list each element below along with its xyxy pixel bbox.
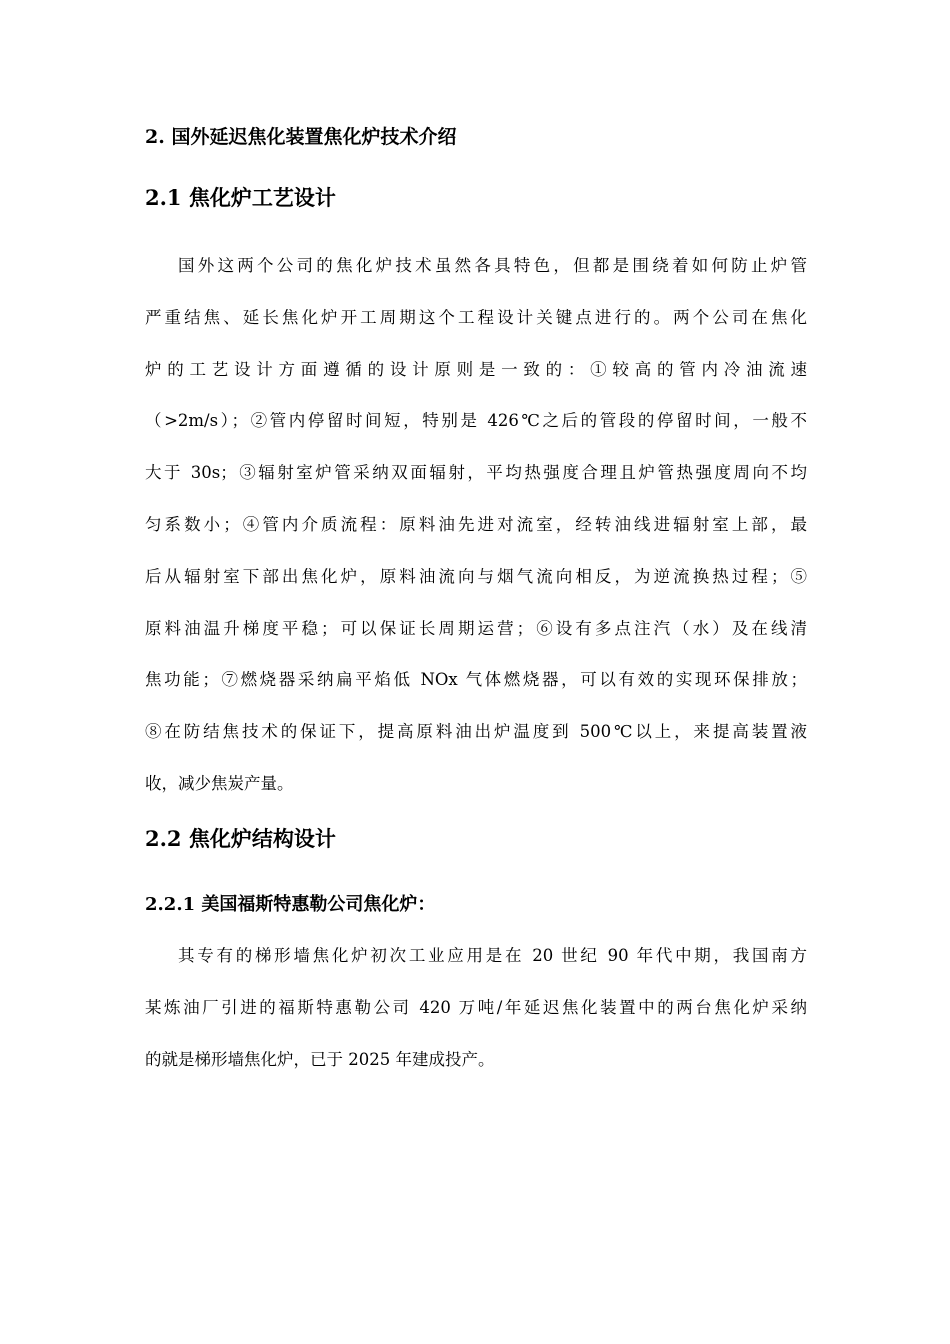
paragraph-2-1 [145, 240, 807, 810]
paragraph-line: 收，减少焦炭产量。 [145, 773, 294, 793]
section-heading-2-2: 2.2 焦化炉结构设计 [145, 826, 336, 851]
paragraph-line: 严重结焦、延长焦化炉开工周期这个工程设计关键点进行的。两个公司在焦化 [145, 307, 807, 327]
paragraph-line: 原料油温升梯度平稳；可以保证长周期运营；⑥设有多点注汽（水）及在线清 [145, 618, 807, 638]
paragraph-line: 的就是梯形墙焦化炉，已于 2025 年建成投产。 [145, 1049, 495, 1069]
section-heading-main: 2. 国外延迟焦化装置焦化炉技术介绍 [145, 126, 457, 148]
paragraph-line: 国外这两个公司的焦化炉技术虽然各具特色，但都是围绕着如何防止炉管 [178, 256, 807, 275]
paragraph-line: 匀系数小；④管内介质流程：原料油先进对流室，经转油线进辐射室上部，最 [145, 514, 807, 534]
paragraph-line: （>2m/s）；②管内停留时间短，特别是 426℃之后的管段的停留时间，一般不 [145, 411, 807, 431]
paragraph-line: 后从辐射室下部出焦化炉，原料油流向与烟气流向相反，为逆流换热过程；⑤ [145, 566, 807, 586]
paragraph-line: 炉的工艺设计方面遵循的设计原则是一致的：①较高的管内冷油流速 [145, 359, 807, 379]
paragraph-line: 焦功能；⑦燃烧器采纳扁平焰低 NOx 气体燃烧器，可以有效的实现环保排放； [145, 670, 807, 690]
paragraph-line: 其专有的梯形墙焦化炉初次工业应用是在 20 世纪 90 年代中期，我国南方 [178, 946, 807, 965]
section-heading-2-2-1: 2.2.1 美国福斯特惠勒公司焦化炉： [145, 894, 436, 915]
paragraph-2-2-1 [145, 930, 807, 1085]
section-heading-2-1: 2.1 焦化炉工艺设计 [145, 185, 336, 210]
paragraph-line: 某炼油厂引进的福斯特惠勒公司 420 万吨/年延迟焦化装置中的两台焦化炉采纳 [145, 997, 807, 1017]
paragraph-line: 大于 30s；③辐射室炉管采纳双面辐射，平均热强度合理且炉管热强度周向不均 [145, 463, 807, 483]
paragraph-line: ⑧在防结焦技术的保证下，提高原料油出炉温度到 500℃以上，来提高装置液 [145, 722, 807, 742]
